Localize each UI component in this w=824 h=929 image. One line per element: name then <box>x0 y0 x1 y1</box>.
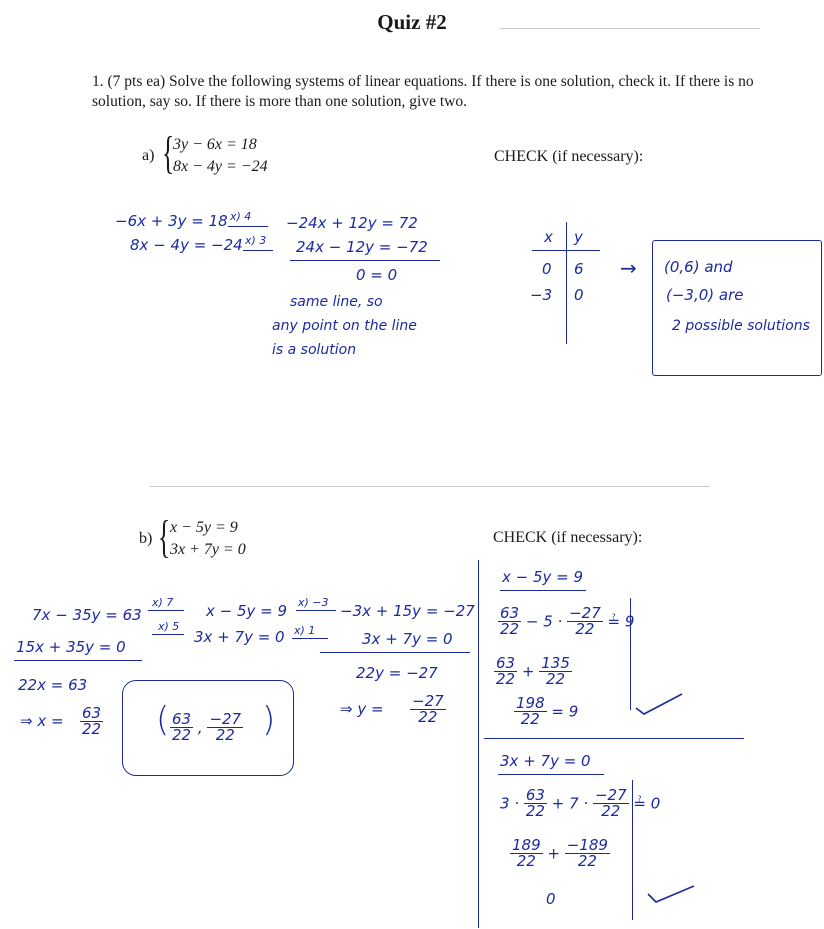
frac <box>494 656 517 687</box>
check2-underline <box>498 774 604 775</box>
answer-y-fraction <box>207 712 243 743</box>
part-a-result: 0 = 0 <box>356 266 398 284</box>
table-r1-x: 0 <box>542 260 552 278</box>
den: 22 <box>516 852 536 870</box>
check-vertical-line <box>478 560 479 928</box>
num: −189 <box>566 836 608 854</box>
answer-x <box>170 712 243 743</box>
arrow-line <box>292 638 328 639</box>
op: + <box>547 844 560 863</box>
table-r2-y: 0 <box>574 286 584 304</box>
rhs: ≟ 9 <box>607 612 635 631</box>
sum-line <box>14 660 142 661</box>
x-numerator: 63 <box>82 704 102 722</box>
num: −27 <box>569 604 601 622</box>
part-a-eq1: 3y − 6x = 18 <box>173 136 257 153</box>
part-b-y-value <box>410 694 446 725</box>
part-b-check-label: CHECK (if necessary): <box>493 529 643 546</box>
part-b-right-eq1: −3x + 15y = −27 <box>340 602 475 620</box>
part-a-row2-op: x) 3 <box>245 234 267 247</box>
part-b-left-eq1: 7x − 35y = 63 <box>32 606 142 624</box>
answer-x-numerator: 63 <box>172 710 192 728</box>
check1-equation: x − 5y = 9 <box>502 568 584 586</box>
part-a-answer3: 2 possible solutions <box>672 318 810 334</box>
part-a-answer2: (−3,0) are <box>666 286 744 304</box>
part-b-left-eq2: 15x + 35y = 0 <box>16 638 126 656</box>
problem-instructions <box>92 72 792 112</box>
part-a-eq2: 8x − 4y = −24 <box>173 158 268 175</box>
table-r1-y: 6 <box>574 260 584 278</box>
part-b-op-r1: x) −3 <box>298 596 329 609</box>
check1-line2 <box>494 656 572 687</box>
frac <box>510 838 543 869</box>
den: 22 <box>601 802 621 820</box>
pre: 3 · <box>500 794 520 813</box>
den: 22 <box>546 670 566 688</box>
bleed-through-mark <box>150 486 710 487</box>
rhs: ≟ 0 <box>633 794 661 813</box>
part-b-system <box>170 517 246 561</box>
part-a-row2-left: 8x − 4y = −24 <box>130 236 243 254</box>
answer-x-denominator: 22 <box>172 726 192 744</box>
part-b-brace: { <box>158 511 171 562</box>
den: 22 <box>575 620 595 638</box>
part-b-mid-eq2: 3x + 7y = 0 <box>194 628 285 646</box>
part-b-right-sum: 22y = −27 <box>356 664 438 682</box>
arrow-line <box>296 610 336 611</box>
check-divider <box>484 738 744 739</box>
part-a-row1-op: x) 4 <box>230 210 252 223</box>
part-b-eq2: 3x + 7y = 0 <box>170 541 246 558</box>
part-b-eq1: x − 5y = 9 <box>170 519 238 536</box>
frac <box>498 606 521 637</box>
den: 22 <box>500 620 520 638</box>
x-denominator: 22 <box>82 720 102 738</box>
frac <box>567 606 603 637</box>
num: 189 <box>512 836 541 854</box>
y-fraction <box>410 694 446 725</box>
sum-line <box>320 652 470 653</box>
check2-line3: 0 <box>546 890 556 908</box>
part-a-row1-right: −24x + 12y = 72 <box>286 214 418 232</box>
num: 63 <box>496 654 516 672</box>
part-a-row1-left: −6x + 3y = 18 <box>115 212 228 230</box>
check2-equation: 3x + 7y = 0 <box>500 752 591 770</box>
check1-line3 <box>514 696 578 727</box>
check1-underline <box>500 590 586 591</box>
frac <box>593 788 629 819</box>
check2-line1 <box>500 788 660 819</box>
num: −27 <box>594 786 627 804</box>
op: + <box>521 662 535 681</box>
problem-number: 1. <box>92 73 104 90</box>
part-b-right-eq2: 3x + 7y = 0 <box>362 630 453 648</box>
part-a-note2: any point on the line <box>272 318 417 334</box>
table-vline <box>566 222 567 344</box>
table-header-y: y <box>574 228 583 246</box>
num: 135 <box>541 654 570 672</box>
bleed-through-mark <box>500 28 760 29</box>
check1-line1 <box>498 606 634 637</box>
checkmark-icon <box>634 690 684 716</box>
num: 198 <box>516 694 545 712</box>
problem-text: (7 pts ea) Solve the following systems of linear equations. If there is one solution, check it. If there is no solution, say so. If there is more than one solution, give two. <box>92 73 754 110</box>
part-a-system <box>173 134 268 178</box>
answer-arrow: → <box>620 256 637 280</box>
part-b-x-value <box>80 706 103 737</box>
den: 22 <box>525 802 545 820</box>
x-fraction <box>80 706 103 737</box>
den: 22 <box>520 710 540 728</box>
part-b-y-lhs: ⇒ y = <box>340 700 384 718</box>
den: 22 <box>496 670 516 688</box>
answer-open-paren: ( <box>156 700 170 740</box>
y-denominator: 22 <box>418 708 438 726</box>
answer-y-denominator: 22 <box>215 726 235 744</box>
op: + 7 · <box>551 794 589 813</box>
num: 63 <box>525 786 545 804</box>
table-header-x: x <box>544 228 553 246</box>
part-b-left-sum: 22x = 63 <box>18 676 88 694</box>
y-numerator: −27 <box>412 692 444 710</box>
part-b-op-l2: x) 5 <box>158 620 180 633</box>
part-b-op-r2: x) 1 <box>294 624 316 637</box>
answer-close-paren: ) <box>262 700 276 740</box>
arrow-line <box>228 226 268 227</box>
answer-x-fraction <box>170 712 193 743</box>
part-b-label: b) <box>139 530 153 547</box>
part-b-mid-eq1: x − 5y = 9 <box>206 602 288 620</box>
frac <box>514 696 547 727</box>
op: − 5 · <box>525 612 563 631</box>
part-b-x-lhs: ⇒ x = <box>20 712 64 730</box>
frac <box>524 788 547 819</box>
part-a-check-label: CHECK (if necessary): <box>494 148 644 165</box>
den: 22 <box>577 852 597 870</box>
answer-comma: , <box>197 718 203 737</box>
check2-line2 <box>510 838 610 869</box>
part-a-note1: same line, so <box>290 294 383 310</box>
table-r2-x: −3 <box>530 286 553 304</box>
part-b-op-l1: x) 7 <box>152 596 174 609</box>
part-a-row2-right: 24x − 12y = −72 <box>296 238 428 256</box>
frac <box>565 838 610 869</box>
checkmark-icon <box>646 880 696 906</box>
num: 63 <box>500 604 520 622</box>
frac <box>539 656 572 687</box>
rhs: = 9 <box>551 702 579 721</box>
quiz-title: Quiz #2 <box>377 10 447 34</box>
sum-line <box>290 260 440 261</box>
answer-y-numerator: −27 <box>209 710 242 728</box>
arrow-line <box>152 634 184 635</box>
part-a-note3: is a solution <box>272 342 357 358</box>
arrow-line <box>243 250 273 251</box>
part-a-brace: { <box>162 127 175 178</box>
part-a-label: a) <box>142 147 155 164</box>
arrow-line <box>148 610 184 611</box>
part-a-answer1: (0,6) and <box>664 258 733 276</box>
